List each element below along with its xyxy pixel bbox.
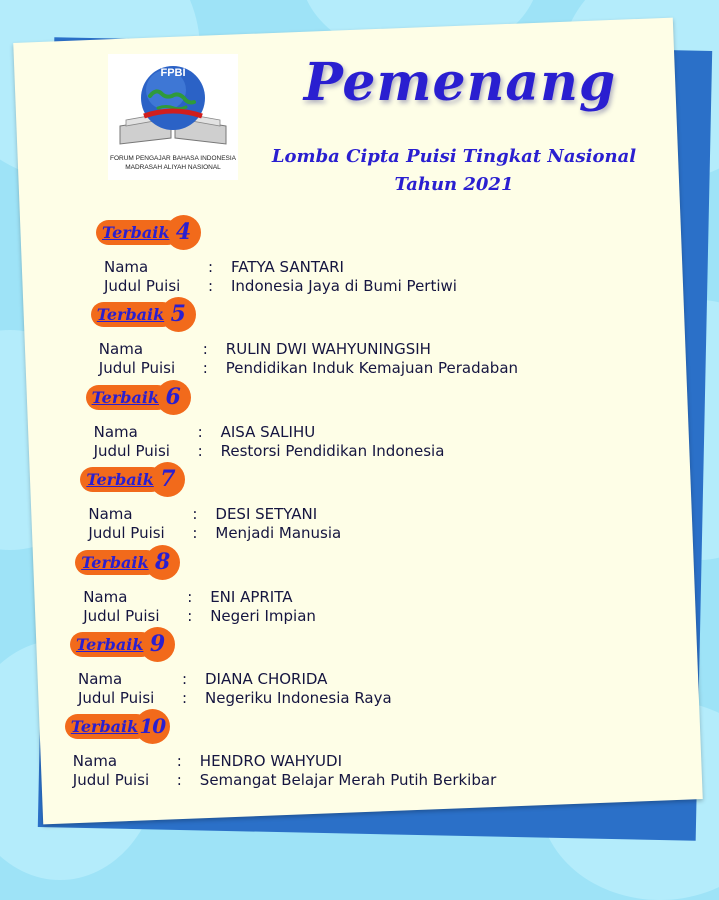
rank-label: Terbaik — [86, 470, 154, 490]
rank-label: Terbaik — [76, 635, 144, 654]
rank-badge — [86, 380, 196, 414]
page-title: Pemenang — [303, 52, 617, 113]
winner-name: ENI APRITA — [210, 587, 293, 606]
rank-number: 9 — [149, 631, 166, 657]
poem-colon: : — [176, 771, 182, 790]
winner-name: DESI SETYANI — [215, 505, 318, 524]
poem-title: Negeri Impian — [210, 606, 316, 625]
poem-label: Judul Puisi — [72, 771, 150, 790]
rank-number: 10 — [139, 714, 166, 739]
poem-title: Pendidikan Induk Kemajuan Peradaban — [225, 359, 519, 378]
poem-label: Judul Puisi — [83, 606, 160, 625]
poem-title: Semangat Belajar Merah Putih Berkibar — [199, 771, 497, 790]
name-colon: : — [192, 505, 198, 524]
rank-badge — [91, 297, 201, 331]
poem-title: Menjadi Manusia — [215, 524, 342, 543]
poem-label: Judul Puisi — [104, 277, 181, 295]
rank-label: Terbaik — [91, 387, 159, 407]
poem-colon: : — [202, 359, 208, 378]
logo-caption-line2: MADRASAH ALIYAH NASIONAL — [125, 164, 221, 171]
name-colon: : — [182, 670, 188, 688]
poem-colon: : — [192, 524, 198, 543]
name-colon: : — [202, 340, 208, 359]
poem-colon: : — [208, 277, 214, 295]
rank-label: Terbaik — [102, 223, 170, 242]
rank-label: Terbaik — [70, 717, 139, 737]
winner-name: HENDRO WAHYUDI — [199, 752, 342, 771]
winner-name: RULIN DWI WAHYUNINGSIH — [225, 340, 431, 359]
rank-badge — [96, 215, 206, 249]
rank-badge — [80, 462, 190, 496]
name-label: Nama — [88, 505, 133, 524]
fpbi-logo — [108, 54, 238, 180]
rank-label: Terbaik — [96, 305, 165, 325]
poem-title: Negeriku Indonesia Raya — [205, 689, 392, 707]
poem-title: Restorsi Pendidikan Indonesia — [220, 441, 445, 460]
logo-acronym: FPBI — [160, 67, 186, 79]
subtitle-competition: Lomba Cipta Puisi Tingkat Nasional — [271, 146, 637, 167]
poem-label: Judul Puisi — [93, 441, 170, 460]
poem-title: Indonesia Jaya di Bumi Pertiwi — [231, 277, 457, 295]
winner-name: AISA SALIHU — [220, 422, 316, 441]
name-label: Nama — [72, 752, 118, 771]
name-colon: : — [208, 258, 214, 276]
poem-label: Judul Puisi — [98, 359, 176, 378]
name-colon: : — [176, 752, 182, 771]
rank-badge — [65, 709, 175, 743]
rank-label: Terbaik — [81, 552, 149, 572]
poem-label: Judul Puisi — [88, 524, 165, 543]
winner-name: FATYA SANTARI — [231, 258, 344, 276]
poem-label: Judul Puisi — [78, 689, 155, 707]
logo-caption-line1: FORUM PENGAJAR BAHASA INDONESIA — [109, 155, 237, 162]
rank-badge — [75, 545, 185, 579]
winner-name: DIANA CHORIDA — [205, 670, 328, 688]
poem-colon: : — [182, 689, 188, 707]
name-label: Nama — [93, 422, 138, 441]
name-label: Nama — [104, 258, 149, 276]
name-label: Nama — [78, 670, 123, 688]
name-label: Nama — [83, 587, 128, 606]
rank-number: 7 — [160, 466, 176, 493]
name-colon: : — [187, 587, 193, 606]
rank-number: 4 — [175, 219, 192, 245]
rank-badge — [70, 627, 180, 661]
subtitle-year: Tahun 2021 — [394, 174, 514, 195]
name-colon: : — [197, 422, 203, 441]
rank-number: 5 — [170, 301, 186, 328]
rank-number: 6 — [165, 383, 181, 410]
name-label: Nama — [98, 340, 144, 359]
poem-colon: : — [187, 606, 193, 625]
rank-number: 8 — [155, 548, 171, 575]
poem-colon: : — [197, 441, 203, 460]
